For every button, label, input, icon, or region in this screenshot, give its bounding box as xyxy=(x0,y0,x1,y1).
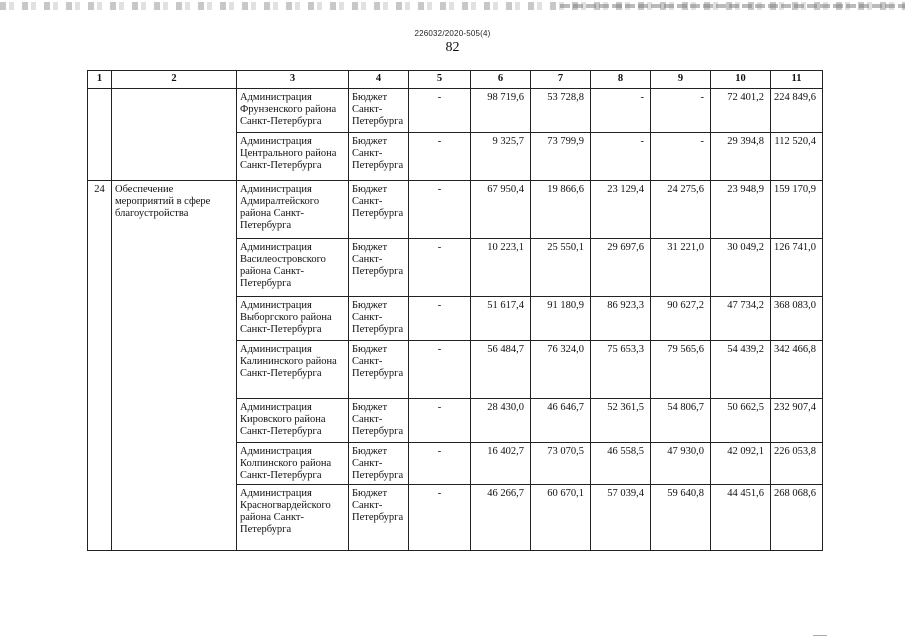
administration-cell: Администрация Кировского района Санкт-Петербурга xyxy=(237,399,349,443)
value-cell: 76 324,0 xyxy=(531,341,591,399)
value-cell: 42 092,1 xyxy=(711,443,771,485)
budget-source-cell: Бюджет Санкт-Петербурга xyxy=(349,485,409,551)
value-cell: 52 361,5 xyxy=(591,399,651,443)
empty-name-cell xyxy=(112,89,237,181)
administration-cell: Администрация Фрунзенского района Санкт-Петербурга xyxy=(237,89,349,133)
value-cell: 368 083,0 xyxy=(771,297,823,341)
value-cell: 98 719,6 xyxy=(471,89,531,133)
administration-cell: Администрация Василеостровского района Санкт-Петербурга xyxy=(237,239,349,297)
budget-source-cell: Бюджет Санкт-Петербурга xyxy=(349,399,409,443)
budget-source-cell: Бюджет Санкт-Петербурга xyxy=(349,239,409,297)
scan-artifact xyxy=(813,635,827,638)
budget-source-cell: Бюджет Санкт-Петербурга xyxy=(349,89,409,133)
value-cell: 9 325,7 xyxy=(471,133,531,181)
administration-cell: Администрация Центрального района Санкт-Петербурга xyxy=(237,133,349,181)
header-cell: 10 xyxy=(711,71,771,89)
value-cell: 46 646,7 xyxy=(531,399,591,443)
value-cell: 47 734,2 xyxy=(711,297,771,341)
header-cell: 4 xyxy=(349,71,409,89)
value-cell: - xyxy=(409,341,471,399)
value-cell: - xyxy=(409,181,471,239)
value-cell: 159 170,9 xyxy=(771,181,823,239)
page-number: 82 xyxy=(445,40,460,55)
budget-source-cell: Бюджет Санкт-Петербурга xyxy=(349,133,409,181)
document-number: 226032/2020-505(4) xyxy=(414,29,491,38)
budget-source-cell: Бюджет Санкт-Петербурга xyxy=(349,443,409,485)
value-cell: - xyxy=(409,297,471,341)
budget-source-cell: Бюджет Санкт-Петербурга xyxy=(349,297,409,341)
budget-source-cell: Бюджет Санкт-Петербурга xyxy=(349,181,409,239)
value-cell: 91 180,9 xyxy=(531,297,591,341)
value-cell: 57 039,4 xyxy=(591,485,651,551)
header-cell: 3 xyxy=(237,71,349,89)
value-cell: 10 223,1 xyxy=(471,239,531,297)
activity-name-cell: Обеспечение мероприятий в сфере благоустройства xyxy=(112,181,237,551)
value-cell: 60 670,1 xyxy=(531,485,591,551)
header-cell: 7 xyxy=(531,71,591,89)
budget-source-cell: Бюджет Санкт-Петербурга xyxy=(349,341,409,399)
value-cell: 79 565,6 xyxy=(651,341,711,399)
value-cell: 73 799,9 xyxy=(531,133,591,181)
row-number-cell: 24 xyxy=(88,181,112,551)
value-cell: - xyxy=(409,133,471,181)
value-cell: - xyxy=(651,133,711,181)
value-cell: 23 129,4 xyxy=(591,181,651,239)
value-cell: 51 617,4 xyxy=(471,297,531,341)
value-cell: - xyxy=(651,89,711,133)
value-cell: 126 741,0 xyxy=(771,239,823,297)
value-cell: 50 662,5 xyxy=(711,399,771,443)
header-cell: 2 xyxy=(112,71,237,89)
administration-cell: Администрация Адмиралтейского района Санкт-Петербурга xyxy=(237,181,349,239)
header-cell: 8 xyxy=(591,71,651,89)
table-row xyxy=(88,89,823,133)
value-cell: 232 907,4 xyxy=(771,399,823,443)
value-cell: 25 550,1 xyxy=(531,239,591,297)
value-cell: 24 275,6 xyxy=(651,181,711,239)
value-cell: 53 728,8 xyxy=(531,89,591,133)
header-cell: 11 xyxy=(771,71,823,89)
value-cell: - xyxy=(591,89,651,133)
value-cell: 90 627,2 xyxy=(651,297,711,341)
header-cell: 5 xyxy=(409,71,471,89)
value-cell: 54 806,7 xyxy=(651,399,711,443)
value-cell: 112 520,4 xyxy=(771,133,823,181)
value-cell: 75 653,3 xyxy=(591,341,651,399)
value-cell: 224 849,6 xyxy=(771,89,823,133)
value-cell: 59 640,8 xyxy=(651,485,711,551)
value-cell: 30 049,2 xyxy=(711,239,771,297)
value-cell: 47 930,0 xyxy=(651,443,711,485)
value-cell: 67 950,4 xyxy=(471,181,531,239)
value-cell: 342 466,8 xyxy=(771,341,823,399)
value-cell: - xyxy=(591,133,651,181)
value-cell: - xyxy=(409,399,471,443)
value-cell: 86 923,3 xyxy=(591,297,651,341)
value-cell: 28 430,0 xyxy=(471,399,531,443)
header-cell: 9 xyxy=(651,71,711,89)
value-cell: 29 697,6 xyxy=(591,239,651,297)
value-cell: 19 866,6 xyxy=(531,181,591,239)
value-cell: 44 451,6 xyxy=(711,485,771,551)
table-header-row xyxy=(88,71,823,89)
header-cell: 1 xyxy=(88,71,112,89)
administration-cell: Администрация Выборгского района Санкт-Петербурга xyxy=(237,297,349,341)
value-cell: 31 221,0 xyxy=(651,239,711,297)
value-cell: 54 439,2 xyxy=(711,341,771,399)
value-cell: 268 068,6 xyxy=(771,485,823,551)
value-cell: - xyxy=(409,443,471,485)
value-cell: 23 948,9 xyxy=(711,181,771,239)
administration-cell: Администрация Колпинского района Санкт-Петербурга xyxy=(237,443,349,485)
value-cell: - xyxy=(409,89,471,133)
value-cell: 29 394,8 xyxy=(711,133,771,181)
administration-cell: Администрация Красногвардейского района Санкт-Петербурга xyxy=(237,485,349,551)
scan-artifact xyxy=(560,4,905,8)
budget-table xyxy=(87,70,823,551)
value-cell: - xyxy=(409,485,471,551)
value-cell: 46 558,5 xyxy=(591,443,651,485)
value-cell: 72 401,2 xyxy=(711,89,771,133)
header-cell: 6 xyxy=(471,71,531,89)
value-cell: 73 070,5 xyxy=(531,443,591,485)
value-cell: 46 266,7 xyxy=(471,485,531,551)
value-cell: 16 402,7 xyxy=(471,443,531,485)
empty-number-cell xyxy=(88,89,112,181)
value-cell: - xyxy=(409,239,471,297)
value-cell: 226 053,8 xyxy=(771,443,823,485)
table-row xyxy=(88,181,823,239)
value-cell: 56 484,7 xyxy=(471,341,531,399)
administration-cell: Администрация Калининского района Санкт-Петербурга xyxy=(237,341,349,399)
